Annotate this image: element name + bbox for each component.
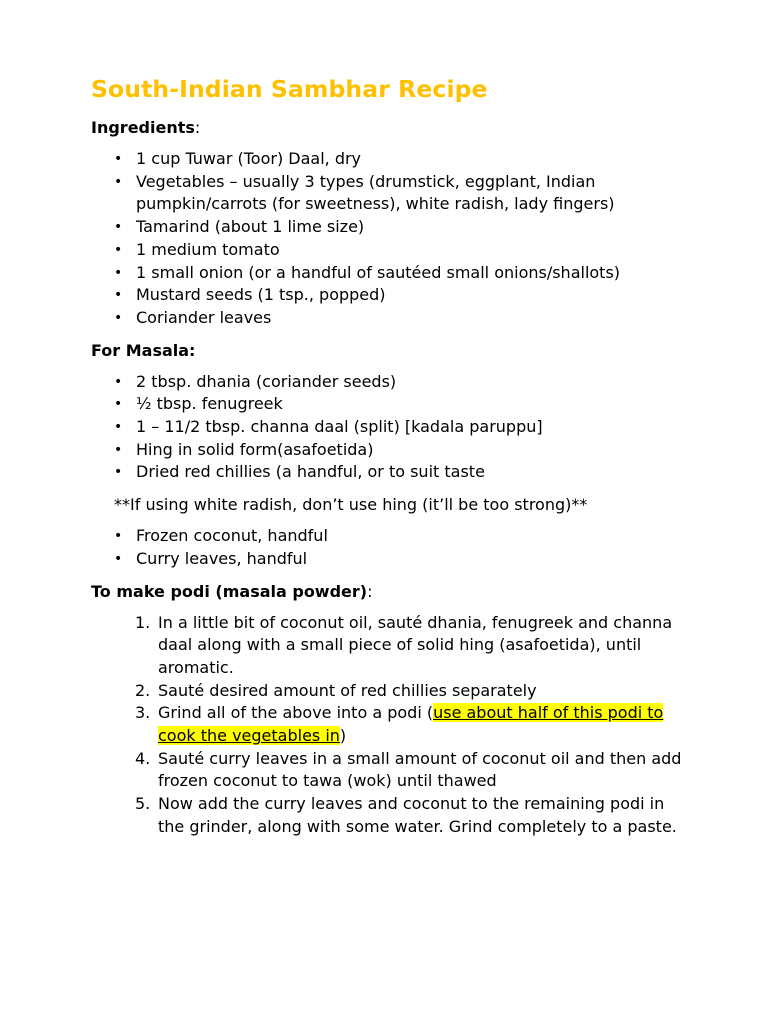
bullet-icon: • bbox=[114, 419, 123, 436]
list-item-text: Tamarind (about 1 lime size) bbox=[136, 217, 365, 237]
list-item-text: Frozen coconut, handful bbox=[136, 526, 328, 546]
list-item-text: Curry leaves, handful bbox=[136, 548, 308, 568]
bullet-icon: • bbox=[114, 528, 123, 545]
list-item bbox=[91, 216, 691, 239]
ingredients-heading-label: Ingredients bbox=[91, 118, 195, 137]
step-text-before: Grind all of the above into a podi ( bbox=[158, 703, 434, 723]
step-number: 3. bbox=[135, 703, 151, 723]
bullet-icon: • bbox=[114, 173, 123, 190]
ingredients-heading-colon: : bbox=[194, 118, 201, 137]
bullet-icon: • bbox=[114, 373, 123, 390]
bullet-icon: • bbox=[114, 550, 123, 567]
extras-list bbox=[91, 525, 691, 570]
ingredients-heading bbox=[91, 116, 691, 139]
list-item bbox=[91, 239, 691, 262]
step-text: Sauté desired amount of red chillies separately bbox=[158, 680, 537, 700]
list-item bbox=[91, 548, 691, 571]
list-item-text: ½ tbsp. fenugreek bbox=[136, 394, 283, 414]
list-item-text: Hing in solid form(asafoetida) bbox=[136, 439, 374, 459]
list-item bbox=[91, 461, 691, 484]
list-item-text: 1 medium tomato bbox=[136, 239, 280, 259]
bullet-icon: • bbox=[114, 151, 123, 167]
list-item-text: Mustard seeds (1 tsp., popped) bbox=[136, 285, 386, 305]
step-item bbox=[91, 612, 691, 680]
podi-heading-colon: : bbox=[367, 581, 373, 601]
bullet-icon: • bbox=[114, 219, 123, 236]
step-text-after: ) bbox=[339, 726, 347, 746]
bullet-icon: • bbox=[114, 441, 123, 458]
step-item bbox=[91, 702, 691, 747]
step-number: 1. bbox=[135, 612, 151, 632]
list-item-text: Coriander leaves bbox=[136, 307, 272, 327]
list-item bbox=[91, 262, 691, 285]
bullet-icon: • bbox=[114, 287, 123, 304]
highlighted-text: use about half of this podi to cook the vegetables in bbox=[158, 703, 664, 746]
list-item-text: Dried red chillies (a handful, or to suit taste bbox=[136, 462, 485, 482]
bullet-icon: • bbox=[114, 309, 123, 326]
step-number: 5. bbox=[135, 794, 151, 814]
bullet-icon: • bbox=[114, 241, 123, 258]
step-item bbox=[91, 793, 691, 838]
ingredients-list bbox=[91, 148, 691, 330]
list-item bbox=[91, 525, 691, 548]
list-item-text: Vegetables – usually 3 types (drumstick, eggplant, Indian pumpkin/carrots (for sweetness), white radish, lady fingers) bbox=[136, 171, 615, 214]
steps-list bbox=[91, 612, 691, 839]
list-item bbox=[91, 171, 691, 216]
list-item bbox=[91, 284, 691, 307]
list-item-text: 1 – 11/2 tbsp. channa daal (split) [kadala paruppu] bbox=[136, 417, 543, 437]
step-text: Sauté curry leaves in a small amount of coconut oil and then add frozen coconut to tawa (wok) until thawed bbox=[158, 748, 682, 791]
masala-heading bbox=[91, 339, 691, 362]
step-number: 2. bbox=[135, 680, 151, 700]
step-text: In a little bit of coconut oil, sauté dhania, fenugreek and channa daal along with a small piece of solid hing (asafoetida), until aromatic. bbox=[158, 612, 673, 677]
masala-heading-label: For Masala: bbox=[91, 340, 196, 360]
list-item bbox=[91, 439, 691, 462]
podi-heading bbox=[91, 580, 691, 603]
list-item-text: 2 tbsp. dhania (coriander seeds) bbox=[136, 371, 397, 391]
step-number: 4. bbox=[135, 748, 151, 768]
bullet-icon: • bbox=[114, 464, 123, 481]
hing-note: **If using white radish, don’t use hing (it’ll be too strong)** bbox=[114, 495, 588, 515]
masala-list bbox=[91, 371, 691, 485]
step-item bbox=[91, 748, 691, 793]
bullet-icon: • bbox=[114, 264, 123, 281]
list-item bbox=[91, 148, 691, 171]
list-item bbox=[91, 371, 691, 394]
list-item bbox=[91, 307, 691, 330]
list-item-text: 1 cup Tuwar (Toor) Daal, dry bbox=[136, 149, 362, 168]
step-text: Now add the curry leaves and coconut to the remaining podi in the grinder, along with some water. Grind completely to a paste. bbox=[158, 794, 677, 836]
recipe-title: South-Indian Sambhar Recipe bbox=[91, 75, 488, 103]
podi-heading-label: To make podi (masala powder) bbox=[91, 581, 368, 601]
list-item bbox=[91, 393, 691, 416]
list-item bbox=[91, 416, 691, 439]
document-page bbox=[91, 72, 691, 839]
list-item-text: 1 small onion (or a handful of sautéed small onions/shallots) bbox=[136, 262, 621, 282]
bullet-icon: • bbox=[114, 396, 123, 413]
step-item bbox=[91, 680, 691, 703]
